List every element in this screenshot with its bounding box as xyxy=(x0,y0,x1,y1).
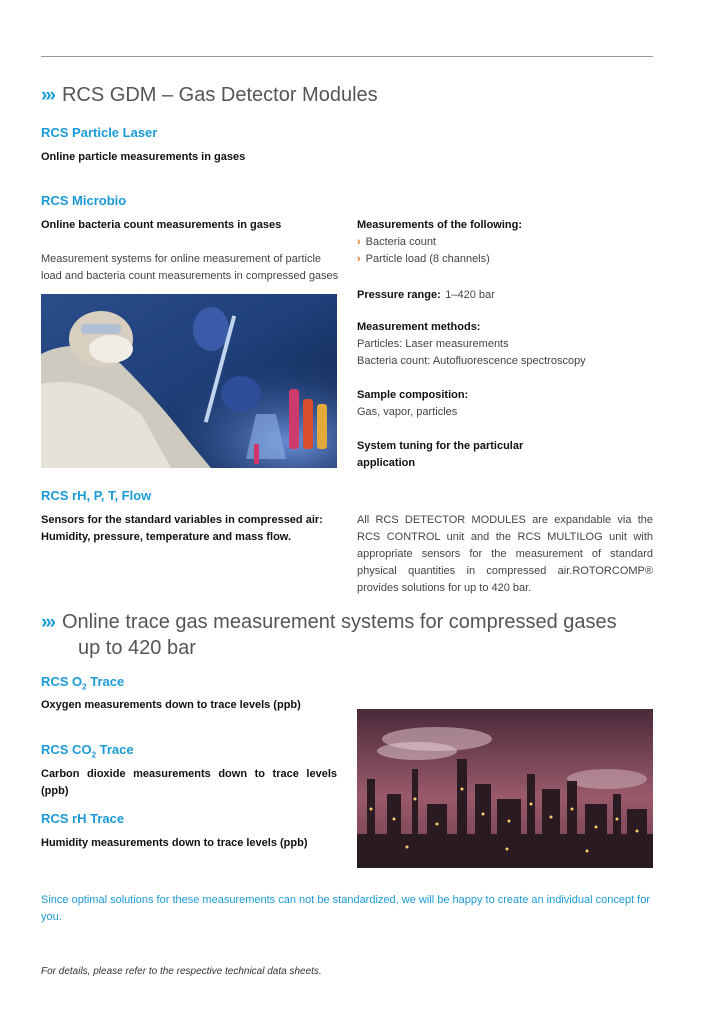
bullet-chevron-icon: › xyxy=(357,236,361,248)
method-item: Particles: Laser measurements xyxy=(357,338,509,350)
o2-trace-title: RCS $O_2$ Trace xyxy=(41,674,125,692)
bullet-chevron-icon: › xyxy=(357,253,361,265)
particle-laser-desc: Online particle measurements in gases xyxy=(41,151,246,163)
sample-value: Gas, vapor, particles xyxy=(357,406,458,418)
rh-flow-title: RCS rH, P, T, Flow xyxy=(41,488,152,503)
microbio-title: RCS Microbio xyxy=(41,193,127,208)
pressure-value: 1–420 bar xyxy=(445,289,495,301)
co2-trace-title: RCS $CO_2$ Trace xyxy=(41,742,134,760)
rh-trace-title: RCS rH Trace xyxy=(41,811,125,826)
pressure-range xyxy=(357,285,495,304)
o2-trace-desc: Oxygen measurements down to trace levels (ppb) xyxy=(41,699,301,711)
measurement-methods xyxy=(357,319,657,370)
section-heading-trace-line2: up to 420 bar xyxy=(78,637,196,659)
detector-modules-body: All RCS DETECTOR MODULES are expandable via the RCS CONTROL unit and the RCS MULTILOG unit with appropriate sensors for the measurement of standard physical quantities in compressed air.ROTORCOMP® provides solutions for up to 420 bar. xyxy=(357,514,653,594)
system-tuning: System tuning for the particular application xyxy=(357,440,524,469)
measurement-item: › Bacteria count xyxy=(357,236,436,248)
pressure-label: Pressure range: xyxy=(357,289,441,301)
particle-laser-title: RCS Particle Laser xyxy=(41,125,158,140)
lab-photo xyxy=(41,294,337,468)
section-heading-gdm: ››› RCS GDM – Gas Detector Modules xyxy=(41,84,378,106)
sample-title: Sample composition: xyxy=(357,389,469,401)
closing-statement: Since optimal solutions for these measurements can not be standardized, we will be happy to create an individual concept for you. xyxy=(41,894,651,923)
microbio-desc: Online bacteria count measurements in gases xyxy=(41,219,282,231)
footnote: For details, please refer to the respective technical data sheets. xyxy=(41,966,322,977)
triple-chevron-icon: ››› xyxy=(41,612,54,633)
refinery-photo xyxy=(357,709,653,868)
microbio-specs xyxy=(357,217,657,268)
section-heading-trace: ››› Online trace gas measurement systems for compressed gases xyxy=(41,611,617,633)
method-item: Bacteria count: Autofluorescence spectroscopy xyxy=(357,355,586,367)
microbio-body: Measurement systems for online measurement of particle load and bacteria count measurements in compressed gases xyxy=(41,253,339,282)
triple-chevron-icon: ››› xyxy=(41,85,54,106)
methods-title: Measurement methods: xyxy=(357,321,481,333)
rh-trace-desc: Humidity measurements down to trace levels (ppb) xyxy=(41,837,308,849)
co2-trace-desc: Carbon dioxide measurements down to trace levels (ppb) xyxy=(41,768,337,797)
sample-composition xyxy=(357,387,657,421)
measurement-item: › Particle load (8 channels) xyxy=(357,253,490,265)
rh-flow-desc: Sensors for the standard variables in compressed air: Humidity, pressure, temperature and mass flow. xyxy=(41,514,323,543)
measurements-title: Measurements of the following: xyxy=(357,219,523,231)
top-rule xyxy=(41,56,653,57)
